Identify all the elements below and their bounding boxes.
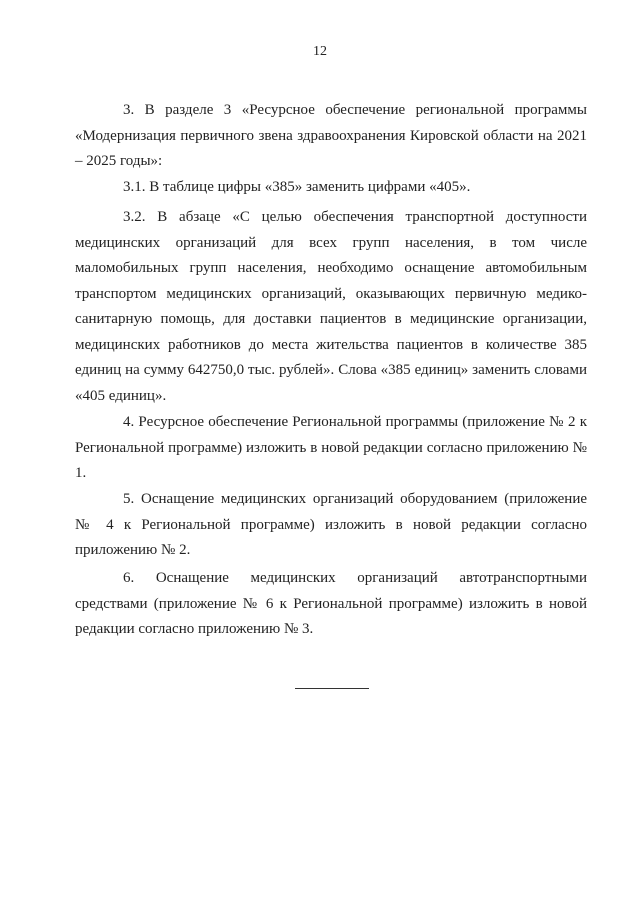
paragraph-item-6: 6. Оснащение медицинских организаций автотранспортными средствами (приложение № 6 к Региональной программе) изложить в новой редакции согласно приложению № 3. bbox=[75, 570, 587, 637]
paragraph-item-5: 5. Оснащение медицинских организаций оборудованием (приложение № 4 к Региональной программе) изложить в новой редакции согласно приложению № 2. bbox=[75, 491, 587, 558]
paragraph-item-3-1: 3.1. В таблице цифры «385» заменить цифрами «405». bbox=[123, 179, 471, 195]
closing-rule bbox=[295, 688, 369, 689]
paragraph-item-4: 4. Ресурсное обеспечение Региональной программы (приложение № 2 к Региональной программе) изложить в новой редакции согласно приложению № 1. bbox=[75, 414, 587, 481]
paragraph-item-3-2: 3.2. В абзаце «С целью обеспечения транспортной доступности медицинских организаций для всех групп населения, в том числе маломобильных групп населения, необходимо оснащение автомобильным транспортом медицинских организаций, оказывающих первичную медико-санитарную помощь, для доставки пациентов в медицинские организации, медицинских работников до места жительства пациентов в количестве 385 единиц на сумму 642750,0 тыс. рублей». Слова «385 единиц» заменить словами «405 единиц». bbox=[75, 209, 587, 404]
paragraph-section-3: 3. В разделе 3 «Ресурсное обеспечение региональной программы «Модернизация первичного звена здравоохранения Кировской области на 2021 – 2025 годы»: bbox=[75, 102, 587, 169]
page-number: 12 bbox=[313, 44, 327, 59]
